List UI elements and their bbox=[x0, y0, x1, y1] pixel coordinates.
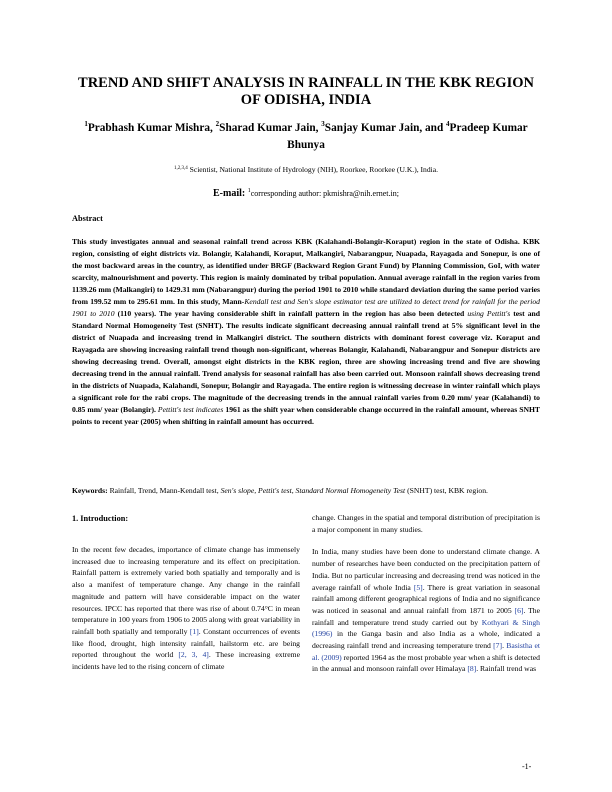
affiliation bbox=[80, 165, 532, 175]
citation-link[interactable]: Basistha et al. (2009) bbox=[312, 641, 540, 662]
intro-paragraph-1-continued: change. Changes in the spatial and temporal distribution of precipitation is a major component in many studies. bbox=[312, 513, 540, 534]
citation-link[interactable]: Kothyari & Singh bbox=[481, 617, 540, 627]
author-list bbox=[80, 120, 532, 154]
citation-link[interactable]: [6] bbox=[514, 605, 524, 615]
intro-text: In the recent few decades, importance of climate change has immensely increased due to increasing temperature and its effect on precipitation. Rainfall pattern is extremely varied both spatially and temporally and is also a manifest of temperature change. Any change in the rainfall magnitude and pattern will have considerable impact on the water resources. IPCC has reported that there was rise of about 0.74°C in mean temperature in 100 years from 1906 to 2005 along with great variability in rainfall both spatially and temporally bbox=[72, 545, 300, 636]
abstract-heading: Abstract bbox=[72, 214, 103, 223]
author-4-superscript: 4 bbox=[446, 120, 450, 128]
author-3-superscript: 3 bbox=[321, 120, 325, 128]
citation-link[interactable]: [5] bbox=[413, 582, 423, 592]
abstract-text-3: test and Standard Normal Homogeneity Test (SNHT). The results indicate significant decreasing annual rainfall trend at 5% significant level in the district of Nuapada and increasing trend in Malkangiri district. The southern districts with dominant forest coverage viz. Koraput and Rayagada are showing increasing rainfall trend though non-significant, whereas Bolangir, Kalahandi, Nabarangpur and Sonepur districts are showing decreasing trend. Overall, amongst eight districts in the KBK region, three are showing increasing trend and five are showing decreasing trend in the annual rainfall. Trend analysis for seasonal rainfall has also been carried out. Monsoon rainfall shows decreasing trend in the districts of Nuapada, Kalahandi, Sonepur, Bolangir and Rayagada. The entire region is witnessing decrease in winter rainfall which plays a significant role for the rabi crops. The magnitude of the decreasing trends in the annual rainfall varies from 0.20 mm/ year (Kalahandi) to 0.85 mm/ year (Bolangir). bbox=[72, 309, 541, 414]
intro-text: . There is great variation in seasonal rainfall among different geographical regions of India and no significance was noticed in seasonal and annual rainfall from 1871 to 2005 bbox=[312, 582, 540, 615]
intro-text: . These increasing extreme incidents have led to the rising concern of climate bbox=[72, 650, 300, 672]
author-4: Pradeep Kumar Bhunya bbox=[287, 122, 528, 151]
keywords-text-1: Rainfall, Trend, Mann-Kendall test, bbox=[109, 486, 221, 495]
affiliation-text: Scientist, National Institute of Hydrology (NIH), Roorkee, Roorkee (U.K.), India. bbox=[187, 165, 439, 174]
intro-text: . Constant occurrences of events like flood, drought, high intensity rainfall, hailstorm etc. are being reported throughout the world bbox=[72, 626, 300, 660]
intro-text: . bbox=[502, 641, 507, 651]
citation-link[interactable]: [2, 3, 4] bbox=[178, 650, 209, 660]
affiliation-superscript: 1,2,3,4 bbox=[173, 166, 188, 171]
page-number: -1- bbox=[522, 762, 532, 771]
intro-text: . Rainfall trend was bbox=[476, 664, 537, 674]
keywords bbox=[72, 485, 540, 497]
intro-text: in the Ganga basin and also India as a whole, indicated a decreasing rainfall trend and increasing temperature trend bbox=[312, 629, 540, 651]
abstract-text-1: This study investigates annual and seasonal rainfall trend across KBK (Kalahandi-Bolangir-Koraput) region in the state of Odisha. KBK region, consisting of eight districts viz. Bolangir, Kalahandi, Koraput, Malkangiri, Nabarangpur, Nuapada, Rayagada and Sonepur, is one of the most backward areas in the country, as identified under BRGF (Backward Region Grant Fund) by Planning Commission, GoI, with water scarcity, malnourishment and poverty. This region is mainly dominated by tribal population. Annual average rainfall in the region varies from 1139.26 mm (Malkangiri) to 1429.31 mm (Nabarangpur) during the period 1901 to 2010 while standard deviation during the same period varies from 199.52 mm to 295.61 mm. In this study, Mann- bbox=[72, 237, 540, 306]
intro-text: In India, many studies have been done to understand climate change. A number of researches have been conducted on the precipitation pattern of India. But no particular increasing and decreasing trend was noticed in the average rainfall of whole India bbox=[312, 547, 540, 592]
abstract-text-4: 1961 as the shift year when considerable change occurred in the rainfall amount, whereas SNHT points to recent year (2005) when shifting in rainfall amount has occurred. bbox=[72, 405, 541, 426]
keywords-italic: Sen's slope, Pettit's test, Standard Normal Homogeneity Test bbox=[220, 486, 406, 495]
intro-text: . The rainfall and temperature trend study carried out by bbox=[312, 605, 541, 627]
introduction-heading: 1. Introduction: bbox=[72, 514, 129, 523]
keywords-text-2: (SNHT) test, KBK region. bbox=[405, 486, 488, 495]
left-column bbox=[72, 544, 300, 673]
keywords-label: Keywords: bbox=[72, 486, 110, 495]
citation-link[interactable]: [1] bbox=[189, 626, 199, 636]
right-column bbox=[312, 512, 540, 675]
email-line bbox=[80, 188, 532, 200]
author-3: Sanjay Kumar Jain, and bbox=[324, 122, 447, 134]
intro-paragraph-2 bbox=[312, 546, 540, 675]
intro-paragraph-1 bbox=[72, 544, 300, 673]
citation-link[interactable]: (1996) bbox=[312, 629, 333, 639]
author-1: Prabhash Kumar Mishra, bbox=[87, 122, 216, 134]
abstract-text-2: (110 years). The year having considerable shift in rainfall pattern in the region has also been detected bbox=[114, 309, 468, 318]
abstract-body bbox=[72, 236, 540, 428]
intro-text: reported 1964 as the most probable year when a shift is detected in the annual and monsoon rainfall over Himalaya bbox=[312, 652, 540, 674]
author-2-superscript: 2 bbox=[215, 120, 220, 128]
email-label: E-mail: bbox=[213, 188, 248, 199]
author-2: Sharad Kumar Jain, bbox=[219, 122, 322, 134]
email-address[interactable]: corresponding author: pkmishra@nih.ernet.in; bbox=[250, 189, 399, 198]
abstract-italic-2: using Pettitt's bbox=[467, 309, 511, 318]
email-superscript: 1 bbox=[247, 188, 251, 194]
author-1-superscript: 1 bbox=[84, 120, 88, 128]
citation-link[interactable]: [7] bbox=[493, 641, 503, 651]
abstract-italic-1: Kendall test and Sen's slope estimator test are utilized to detect trend for rainfall for the period 1901 to 2010 bbox=[72, 297, 540, 318]
paper-title: TREND AND SHIFT ANALYSIS IN RAINFALL IN THE KBK REGION OF ODISHA, INDIA bbox=[78, 75, 534, 108]
abstract-italic-3: Pettitt's test indicates bbox=[157, 405, 224, 414]
citation-link[interactable]: [8] bbox=[467, 664, 477, 674]
